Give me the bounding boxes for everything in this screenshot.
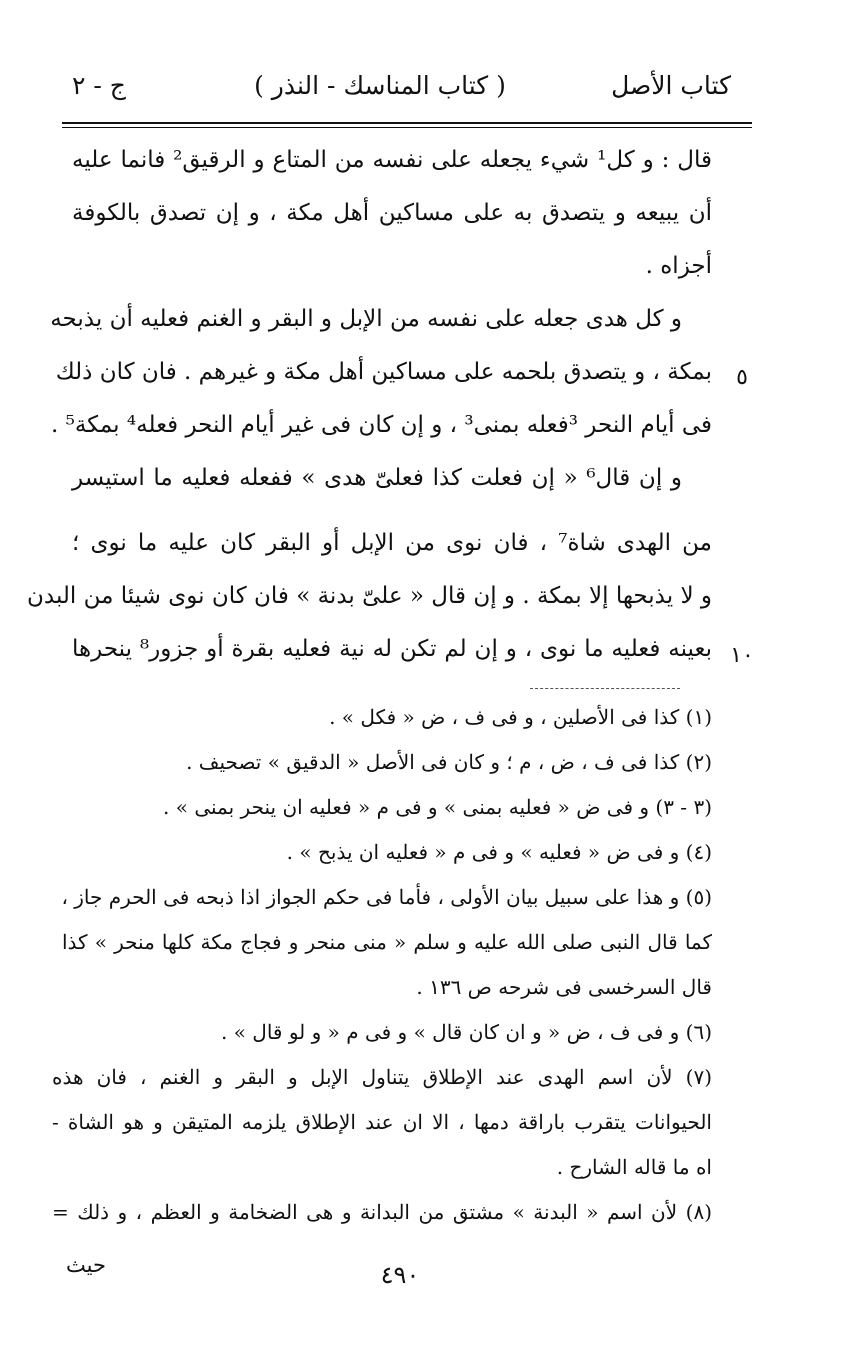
catchword: حيث xyxy=(66,1253,106,1277)
main-text-line-8: من الهدى شاة⁷ ، فان نوى من الإبل أو البقر كان عليه ما نوى ؛ xyxy=(72,530,712,556)
main-text-line-4: و كل هدى جعله على نفسه من الإبل و البقر و الغنم فعليه أن يذبحه xyxy=(50,306,682,332)
main-text-line-9: و لا يذبحها إلا بمكة . و إن قال « علىّ بدنة » فان كان نوى شيئا من البدن xyxy=(27,583,712,609)
running-head-volume: ج - ٢ xyxy=(72,71,126,100)
footnote-5-line-1: (٥) و هذا على سبيل بيان الأولى ، فأما فى حكم الجواز اذا ذبحه فى الحرم جاز ، xyxy=(61,885,712,909)
main-text-line-1: قال : و كل¹ شيء يجعله على نفسه من المتاع و الرقيق² فانما عليه xyxy=(72,147,712,173)
main-text-line-7: و إن قال⁶ « إن فعلت كذا فعلىّ هدى » ففعله فعليه ما استيسر xyxy=(72,465,682,491)
footnote-2: (٢) كذا فى ف ، ض ، م ؛ و كان فى الأصل « الدقيق » تصحيف . xyxy=(186,750,712,774)
main-text-line-5: بمكة ، و يتصدق بلحمه على مساكين أهل مكة و غيرهم . فان كان ذلك xyxy=(55,359,712,385)
line-number-5: ٥ xyxy=(736,365,748,390)
main-text-line-10: بعينه فعليه ما نوى ، و إن لم تكن له نية فعليه بقرة أو جزور⁸ ينحرها xyxy=(72,636,712,662)
header-rule xyxy=(62,122,752,124)
line-number-10: ١٠ xyxy=(730,643,754,668)
main-text-line-2: أن يبيعه و يتصدق به على مساكين أهل مكة ، و إن تصدق بالكوفة xyxy=(72,200,712,226)
footnote-7-line-1: (٧) لأن اسم الهدى عند الإطلاق يتناول الإبل و البقر و الغنم ، فان هذه xyxy=(52,1065,712,1089)
main-text-line-3: أجزاه . xyxy=(645,253,712,279)
footnote-6: (٦) و فى ف ، ض « و ان كان قال » و فى م « و لو قال » . xyxy=(220,1020,712,1044)
footnote-3: (٣ - ٣) و فى ض « فعليه بمنى » و فى م « فعليه ان ينحر بمنى » . xyxy=(163,795,712,819)
footnote-7-line-3: اه ما قاله الشارح . xyxy=(556,1155,712,1179)
footnote-8-line-1: (٨) لأن اسم « البدنة » مشتق من البدانة و هى الضخامة و العظم ، و ذلك = xyxy=(52,1200,712,1224)
footnote-separator xyxy=(530,688,680,689)
footnote-4: (٤) و فى ض « فعليه » و فى م « فعليه ان يذبح » . xyxy=(286,840,712,864)
main-text-line-6: فى أيام النحر ³فعله بمنى³ ، و إن كان فى غير أيام النحر فعله⁴ بمكة⁵ . xyxy=(50,412,712,438)
footnote-5-line-3: قال السرخسى فى شرحه ص ١٣٦ . xyxy=(416,975,712,999)
running-head-section-title: ( كتاب المناسك - النذر ) xyxy=(254,71,506,100)
running-head-book-title: كتاب الأصل xyxy=(611,71,731,100)
footnote-1: (١) كذا فى الأصلين ، و فى ف ، ض « فكل » . xyxy=(329,705,712,729)
header-rule-thin xyxy=(62,127,752,128)
page-number: ٤٩٠ xyxy=(380,1261,420,1289)
footnote-7-line-2: الحيوانات يتقرب باراقة دمها ، الا ان عند الإطلاق يلزمه المتيقن و هو الشاة - xyxy=(52,1110,712,1134)
footnote-5-line-2: كما قال النبى صلى الله عليه و سلم « منى منحر و فجاج مكة كلها منحر » كذا xyxy=(62,930,712,954)
